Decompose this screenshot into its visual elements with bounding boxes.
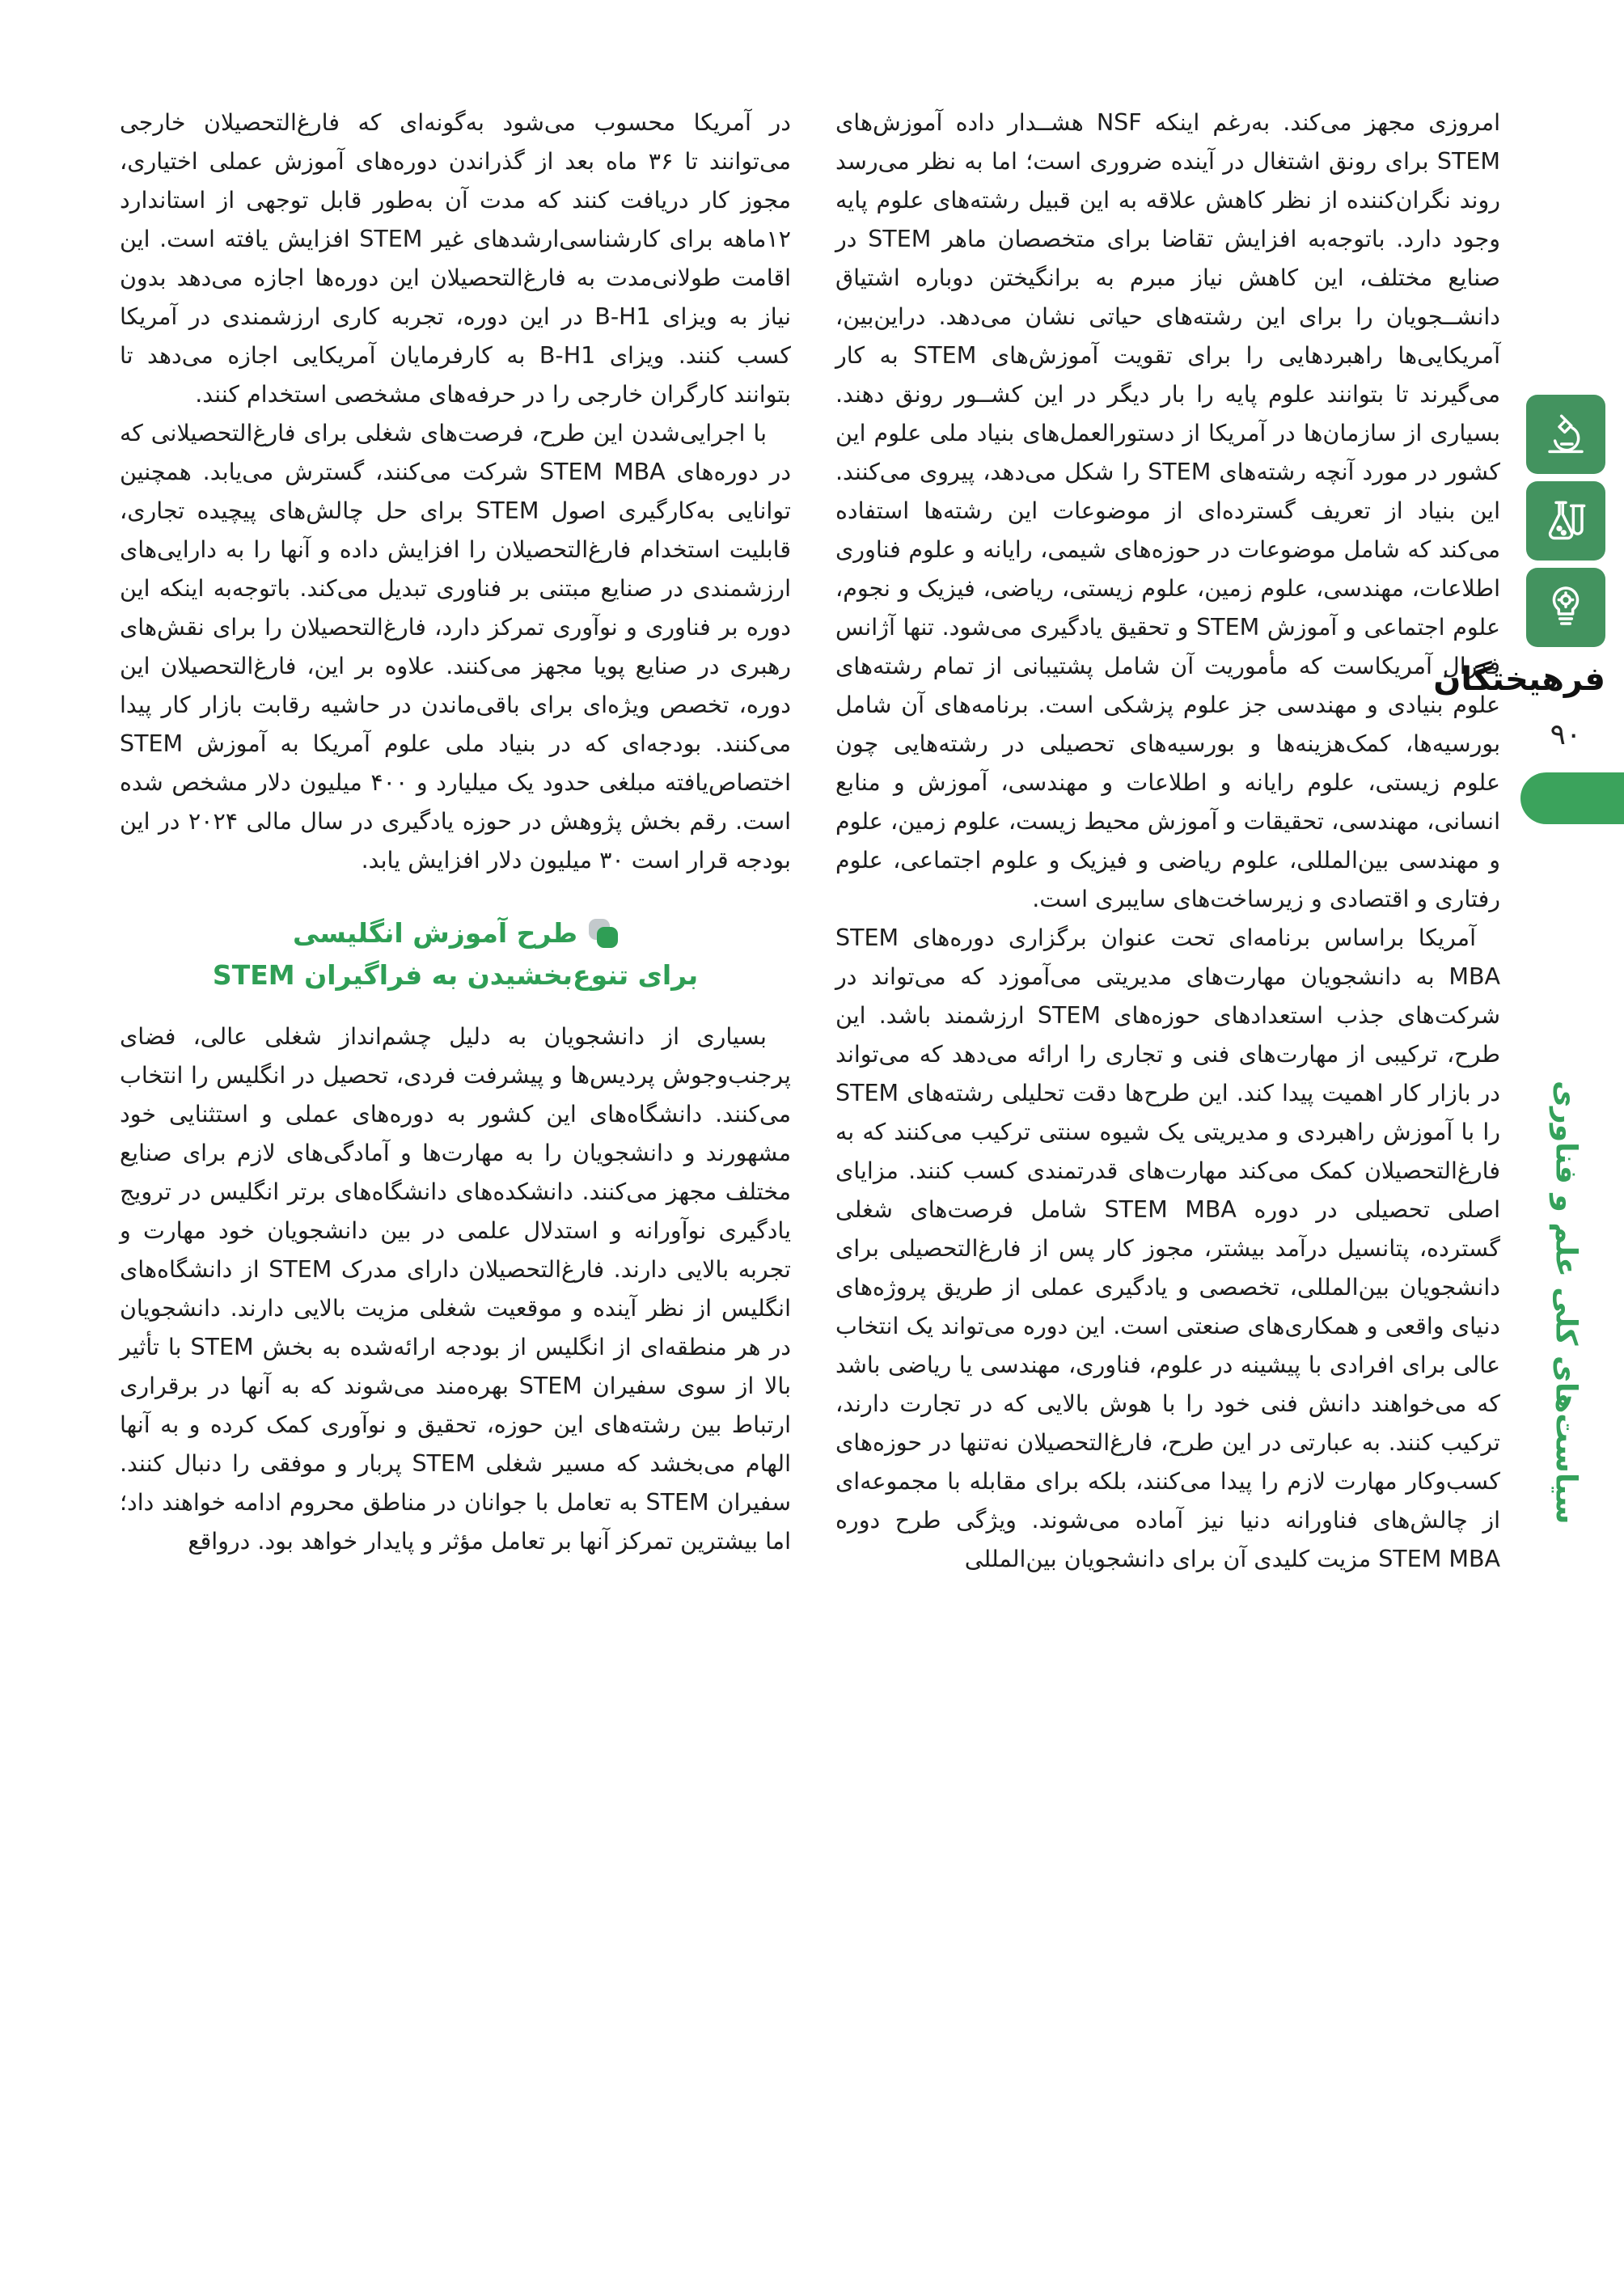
article-left-column bbox=[120, 104, 791, 1561]
body-paragraph: آمریکا براساس برنامه‌ای تحت عنوان برگزاری دوره‌های STEM MBA به دانشجویان مهارت‌های مدیریتی می‌آموزد که می‌تواند در شرکت‌های جذب استعدادهای حوزه‌های STEM ارزشمند باشد. این طرح، ترکیبی از مهارت‌های فنی و تجاری را ارائه می‌دهد که می‌تواند در بازار کار اهمیت پیدا کند. این طرح‌ها دقت تحلیلی رشته‌های STEM را با آموزش راهبردی و مدیریتی یک شیوه سنتی ترکیب می‌کنند که به فارغ‌التحصیلان کمک می‌کند مهارت‌های قدرتمندی کسب کنند. مزایای اصلی تحصیلی در دوره STEM MBA شامل فرصت‌های شغلی گسترده، پتانسیل درآمد بیشتر، مجوز کار پس از فارغ‌التحصیلی برای دانشجویان بین‌المللی، تخصصی و یادگیری عملی از طریق پروژه‌های دنیای واقعی و همکاری‌های صنعتی است. این دوره می‌تواند یک انتخاب عالی برای افرادی با پیشینه در علوم، فناوری، مهندسی یا ریاضی باشد که می‌خواهند دانش فنی خود را با هوش بالایی که در تجارت دارند، ترکیب کنند. به عبارتی در این طرح، فارغ‌التحصیلان نه‌تنها در حوزه‌های کسب‌وکار مهارت لازم را پیدا می‌کنند، بلکه برای مقابله با مجموعه‌ای از چالش‌های فناورانه دنیا نیز آماده می‌شوند. ویژگی طرح دوره STEM MBA مزیت کلیدی آن برای دانشجویان بین‌المللی bbox=[835, 924, 1500, 1572]
microscope-icon bbox=[1540, 408, 1592, 460]
brand-logo: فرهیختگان bbox=[1433, 661, 1605, 698]
article-right-column bbox=[835, 104, 1500, 1579]
body-paragraph: امروزی مجهز می‌کند. به‌رغم اینکه NSF هشــدار داده آموزش‌های STEM برای رونق اشتغال در آینده ضروری است؛ اما به نظر می‌رسد روند نگران‌کننده از نظر کاهش علاقه به این قبیل رشته‌های علوم پایه وجود دارد. باتوجه‌به افزایش تقاضا برای متخصصان ماهر STEM در صنایع مختلف، این کاهش نیاز مبرم به برانگیختن دوباره اشتیاق دانشــجویان را برای این رشته‌های حیاتی نشان می‌دهد. دراین‌بین، آمریکایی‌ها راهبردهایی را برای تقویت آموزش‌های STEM به کار می‌گیرند تا بتوانند علوم پایه را بار دیگر در این کشــور رونق دهند. بسیاری از سازمان‌ها در آمریکا از دستورالعمل‌های بنیاد ملی علوم این کشور در مورد آنچه رشته‌های STEM را شکل می‌دهد، پیروی می‌کنند. این بنیاد از تعریف گسترده‌ای از موضوعات این رشته‌ها استفاده می‌کند که شامل موضوعات در حوزه‌های شیمی، رایانه و علوم فناوری اطلاعات، مهندسی، علوم زمین، علوم زیستی، ریاضی، فیزیک و نجوم، علوم اجتماعی و آموزش STEM و تحقیق یادگیری می‌شود. تنها آژانس فدرال آمریکاست که مأموریت آن شامل پشتیبانی از تمام رشته‌های علوم بنیادی و مهندسی جز علوم پزشکی است. برنامه‌های آن شامل بورسیه‌ها، کمک‌هزینه‌ها و بورسیه‌های تحصیلی در رشته‌هایی چون علوم زیستی، علوم رایانه و اطلاعات و مهندسی، آموزش و منابع انسانی، مهندسی، تحقیقات و آموزش محیط زیست، علوم زمین، علوم و مهندسی بین‌المللی، علوم ریاضی و فیزیک و علوم اجتماعی، علوم رفتاری و اقتصادی و زیرساخت‌های سایبری است. bbox=[835, 109, 1501, 912]
body-paragraph: با اجرایی‌شدن این طرح، فرصت‌های شغلی برای فارغ‌التحصیلانی که در دوره‌های STEM MBA شرکت می‌کنند، گسترش می‌یابد. همچنین توانایی به‌کارگیری اصول STEM برای حل چالش‌های پیچیده تجاری، قابلیت استخدام فارغ‌التحصیلان را افزایش داده و آنها را به دارایی‌های ارزشمندی در صنایع مبتنی بر فناوری تبدیل می‌کند. باتوجه‌به اینکه این دوره بر فناوری و نوآوری تمرکز دارد، فارغ‌التحصیلان را برای نقش‌های رهبری در صنایع پویا مجهز می‌کنند. علاوه بر این، فارغ‌التحصیلان این دوره، تخصص ویژه‌ای برای باقی‌ماندن در حاشیه رقابت بازار کار پیدا می‌کنند. بودجه‌ای که در بنیاد ملی علوم آمریکا به آموزش STEM اختصاص‌یافته مبلغی حدود یک میلیارد و ۴۰۰ میلیون دلار مشخص شده است. رقم بخش پژوهش در حوزه یادگیری در سال مالی ۲۰۲۴ در این بودجه قرار است ۳۰ میلیون دلار افزایش یابد. bbox=[120, 420, 792, 874]
microscope-tile bbox=[1526, 395, 1605, 474]
body-paragraph: در آمریکا محسوب می‌شود به‌گونه‌ای که فارغ‌التحصیلان خارجی می‌توانند تا ۳۶ ماه بعد از گذراندن دوره‌های آموزش عملی اختیاری، مجوز کار دریافت کنند که مدت آن به‌طور قابل توجهی از استاندارد ۱۲ماهه برای کارشناسی‌ارشدهای غیر STEM افزایش یافته است. این اقامت طولانی‌مدت به فارغ‌التحصیلان این دوره‌ها اجازه می‌دهد بدون نیاز به ویزای B-H1 در این دوره، تجربه کاری ارزشمندی در آمریکا کسب کنند. ویزای B-H1 به کارفرمایان آمریکایی اجازه می‌دهد تا بتوانند کارگران خارجی را در حرفه‌های مشخصی استخدام کنند. bbox=[120, 109, 792, 408]
innovation-tile bbox=[1526, 568, 1605, 647]
section-heading-line1: طرح آموزش انگلیسی bbox=[292, 917, 578, 949]
section-tab bbox=[1520, 772, 1624, 824]
sidebar bbox=[1433, 395, 1605, 751]
section-heading-line2: برای تنوع‌بخشیدن به فراگیران STEM bbox=[212, 959, 699, 991]
section-vertical-title: سیاست‌های کلی علم و فناوری bbox=[1549, 1080, 1583, 1525]
page-number: ۹۰ bbox=[1550, 718, 1582, 751]
chemistry-flask-icon bbox=[1540, 495, 1592, 547]
section-heading bbox=[120, 912, 791, 996]
chemistry-tile bbox=[1526, 481, 1605, 561]
section-marker-icon bbox=[589, 919, 618, 948]
lightbulb-gear-icon bbox=[1540, 582, 1592, 633]
body-paragraph: بسیاری از دانشجویان به دلیل چشم‌انداز شغلی عالی، فضای پرجنب‌وجوش پردیس‌ها و پیشرفت فردی، تحصیل در انگلیس را انتخاب می‌کنند. دانشگاه‌های این کشور به دوره‌های عملی و استثنایی خود مشهورند و دانشجویان را به مهارت‌ها و آمادگی‌های لازم برای صنایع مختلف مجهز می‌کنند. دانشکده‌های دانشگاه‌های برتر انگلیس در ترویج یادگیری نوآورانه و استدلال علمی در بین دانشجویان خود مهارت و تجربه بالایی دارند. فارغ‌التحصیلان دارای مدرک STEM از دانشگاه‌های انگلیس از نظر آینده و موقعیت شغلی مزیت بالایی دارند. دانشجویان در هر منطقه‌ای از انگلیس از بودجه ارائه‌شده به بخش STEM با تأثیر بالا از سوی سفیران STEM بهره‌مند می‌شوند که به آنها در برقراری ارتباط بین رشته‌های این حوزه، تحقیق و نوآوری کمک کرده و به آنها الهام می‌بخشد که مسیر شغلی STEM پربار و موفقی را دنبال کنند. سفیران STEM به تعامل با جوانان در مناطق محروم ادامه خواهند داد؛ اما بیشترین تمرکز آنها بر تعامل مؤثر و پایدار خواهد بود. درواقع bbox=[120, 1023, 792, 1555]
